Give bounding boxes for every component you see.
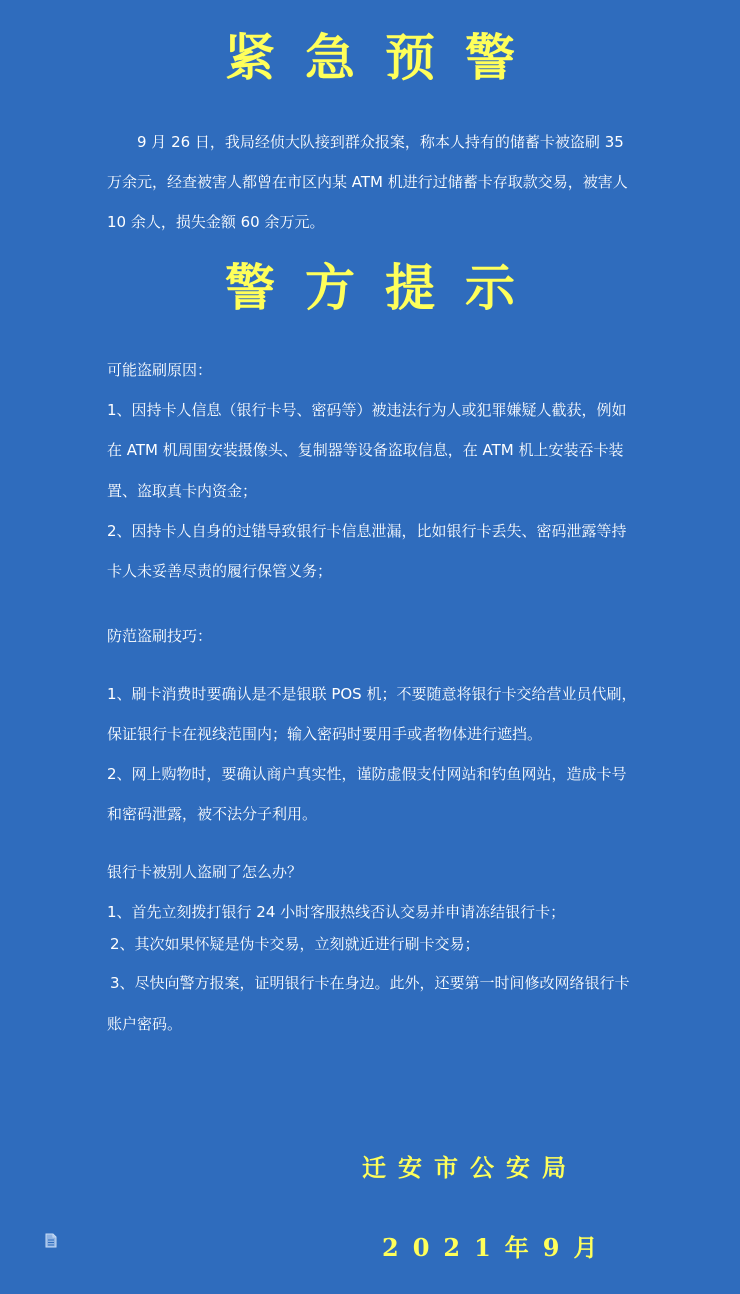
causes-heading: 可能盗刷原因： <box>107 361 213 379</box>
cause-line-2: 在 ATM 机周围安装摄像头、复制器等设备盗取信息，在 ATM 机上安装吞卡装 <box>107 441 624 459</box>
intro-line-3: 10 余人，损失金额 60 余万元。 <box>107 213 325 231</box>
section-title-police-tips: 警方提示 <box>225 258 545 317</box>
prevention-line-3: 2、网上购物时，要确认商户真实性，谨防虚假支付网站和钓鱼网站，造成卡号 <box>107 765 627 783</box>
response-line-1: 1、首先立刻拨打银行 24 小时客服热线否认交易并申请冻结银行卡； <box>107 903 566 921</box>
prevention-line-1: 1、刷卡消费时要确认是不是银联 POS 机；不要随意将银行卡交给营业员代刷， <box>107 685 637 703</box>
response-line-4: 账户密码。 <box>107 1015 183 1033</box>
signature-org: 迁安市公安局 <box>362 1153 578 1182</box>
response-line-2: 2、其次如果怀疑是伪卡交易，立刻就近进行刷卡交易； <box>110 935 480 953</box>
cause-line-5: 卡人未妥善尽责的履行保管义务； <box>107 562 333 580</box>
cause-line-4: 2、因持卡人自身的过错导致银行卡信息泄漏，比如银行卡丢失、密码泄露等持 <box>107 522 627 540</box>
document-icon <box>45 1233 57 1248</box>
page-title: 紧急预警 <box>225 28 545 87</box>
cause-line-1: 1、因持卡人信息（银行卡号、密码等）被违法行为人或犯罪嫌疑人截获，例如 <box>107 401 627 419</box>
signature-date: 2021年9月 <box>382 1233 612 1262</box>
prevention-line-2: 保证银行卡在视线范围内；输入密码时要用手或者物体进行遮挡。 <box>107 725 543 743</box>
response-line-3: 3、尽快向警方报案，证明银行卡在身边。此外，还要第一时间修改网络银行卡 <box>110 974 630 992</box>
intro-line-1: 9 月 26 日，我局经侦大队接到群众报案，称本人持有的储蓄卡被盗刷 35 <box>137 133 624 151</box>
cause-line-3: 置、盗取真卡内资金； <box>107 482 258 500</box>
intro-line-2: 万余元，经查被害人都曾在市区内某 ATM 机进行过储蓄卡存取款交易，被害人 <box>107 173 628 191</box>
prevention-heading: 防范盗刷技巧： <box>107 627 213 645</box>
response-heading: 银行卡被别人盗刷了怎么办？ <box>107 863 303 881</box>
prevention-line-4: 和密码泄露，被不法分子利用。 <box>107 805 318 823</box>
